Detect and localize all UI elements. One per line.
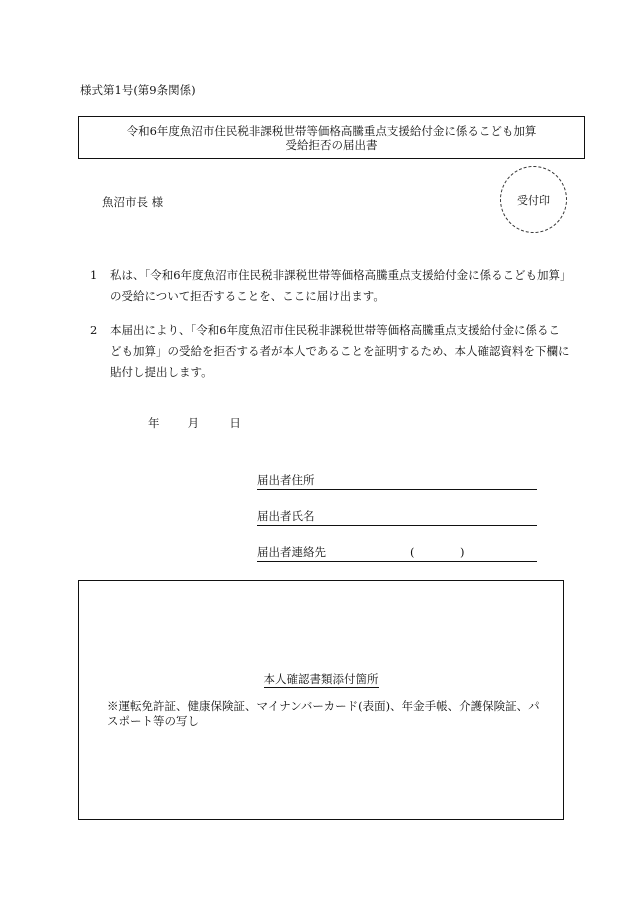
date-month-label: 月	[187, 416, 200, 430]
id-document-attachment-area[interactable]	[78, 580, 564, 820]
date-year-label: 年	[148, 416, 160, 430]
attachment-heading: 本人確認書類添付箇所	[263, 672, 379, 686]
item-text: 本届出により、「令和6年度魚沼市住民税非課税世帯等価格高騰重点支援給付金に係るこども加算」の受給を拒否する者が本人であることを証明するため、本人確認資料を下欄に貼付し提出します。	[110, 323, 570, 379]
reception-stamp-label: 受付印	[517, 193, 550, 207]
form-number: 様式第1号(第9条関係)	[80, 83, 196, 97]
applicant-address-field[interactable]	[257, 472, 537, 490]
reception-stamp-area	[500, 166, 567, 233]
applicant-name-label: 届出者氏名	[257, 509, 315, 523]
applicant-contact-field[interactable]	[257, 544, 537, 562]
contact-paren-open: (	[410, 545, 415, 559]
date-field[interactable]	[148, 415, 241, 431]
title-line-2: 受給拒否の届出書	[285, 138, 378, 152]
item-number: 2	[90, 323, 98, 337]
applicant-contact-label: 届出者連絡先	[257, 545, 326, 559]
contact-paren-close: )	[460, 545, 465, 559]
date-day-label: 日	[229, 416, 241, 430]
title-box	[78, 116, 585, 159]
declaration-item-2	[90, 320, 570, 383]
attachment-note: ※運転免許証、健康保険証、マイナンバーカード(表面)、年金手帳、介護保険証、パスポート等の写し	[107, 699, 540, 728]
applicant-name-field[interactable]	[257, 508, 537, 526]
title-line-1: 令和6年度魚沼市住民税非課税世帯等価格高騰重点支援給付金に係るこども加算	[126, 124, 537, 138]
declaration-item-1	[90, 265, 570, 307]
item-text: 私は、「令和6年度魚沼市住民税非課税世帯等価格高騰重点支援給付金に係るこども加算」の受給について拒否することを、ここに届け出ます。	[110, 268, 566, 303]
item-number: 1	[90, 268, 98, 282]
applicant-address-label: 届出者住所	[257, 473, 315, 487]
addressee: 魚沼市長 様	[102, 195, 164, 209]
